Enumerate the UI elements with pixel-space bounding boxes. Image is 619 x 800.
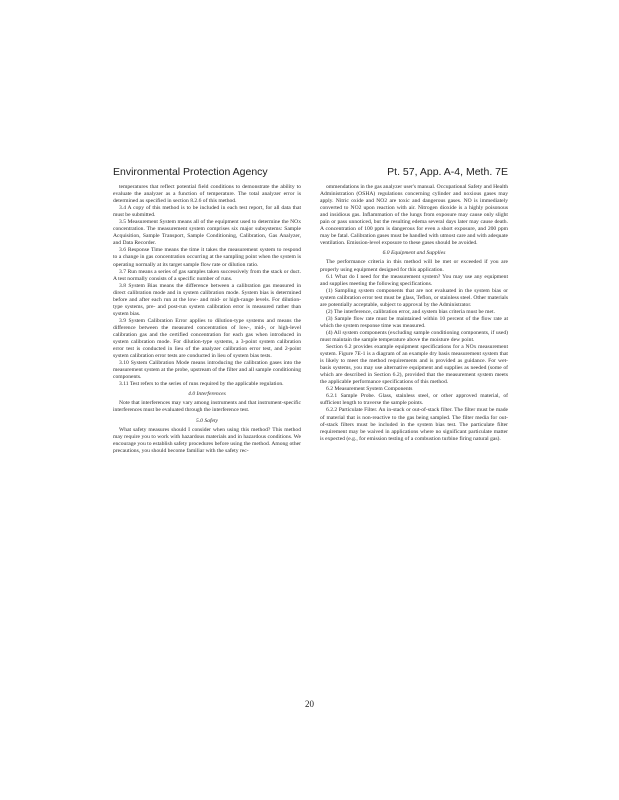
paragraph: 6.2.1 Sample Probe. Glass, stainless steel, or other approved material, of sufficient length to traverse the sample points. <box>320 393 508 407</box>
left-text-column <box>113 184 301 455</box>
page-number: 20 <box>305 699 314 709</box>
paragraph: 3.5 Measurement System means all of the equipment used to determine the NOx concentration. The measurement system comprises six major subsystems: Sample Acquisition, Sample Transport, Sample Conditioning, Calibration, Gas Analyzer, and Data Recorder. <box>113 219 301 247</box>
paragraph: (1) Sampling system components that are not evaluated in the system bias or system calibration error test must be glass, Teflon, or stainless steel. Other materials are potentially acceptable, subject to approval by the Administrator. <box>320 287 508 308</box>
running-header <box>113 166 508 182</box>
paragraph: 3.6 Response Time means the time it takes the measurement system to respond to a change in gas concentration occurring at the sampling point when the system is operating normally at its target sample flow rate or dilution ratio. <box>113 247 301 268</box>
paragraph: 6.2 Measurement System Components <box>326 386 413 393</box>
paragraph: 3.4 A copy of this method is to be included in each test report, for all data that must be submitted. <box>113 205 301 219</box>
paragraph: 3.10 System Calibration Mode means introducing the calibration gases into the measurement system at the probe, upstream of the filter and all sample conditioning components. <box>113 360 301 381</box>
header-agency: Environmental Protection Agency <box>113 166 268 178</box>
paragraph: 6.1 What do I need for the measurement system? You may use any equipment and supplies meeting the following specifications. <box>320 273 508 287</box>
paragraph: temperatures that reflect potential field conditions to demonstrate the ability to evaluate the analyzer as a function of temperature. The total analyzer error is determined as specified in section 8.2.6 of this method. <box>113 184 301 205</box>
paragraph: 3.9 System Calibration Error applies to dilution-type systems and means the difference between the measured concentration of low-, mid-, or high-level calibration gas and the certified concentration for each gas when introduced in system calibration mode. For dilution-type systems, a 3-point system calibration error test is conducted in lieu of the analyzer calibration error test, and 2-point system calibration error tests are conducted in lieu of system bias tests. <box>113 317 301 360</box>
paragraph: Section 6.2 provides example equipment specifications for a NOx measurement system. Figure 7E-1 is a diagram of an example dry basis measurement system that is likely to meet the method requirements and is provided as guidance. For wet-basis systems, you may use alternative equipment and supplies as needed (some of which are described in Section 6.2), provided that the measurement system meets the applicable performance specifications of this method. <box>320 344 508 386</box>
paragraph: 3.8 System Bias means the difference between a calibration gas measured in direct calibration mode and in system calibration mode. System bias is determined before and after each run at the low- and mid- or high-range levels. For dilution-type systems, pre- and post-run system calibration error is measured rather than system bias. <box>113 282 301 317</box>
paragraph: (3) Sample flow rate must be maintained within 10 percent of the flow rate at which the system response time was measured. <box>320 315 508 329</box>
paragraph: ommendations in the gas analyzer user's manual. Occupational Safety and Health Administration (OSHA) regulations concerning cylinder and noxious gases may apply. Nitric oxide and NO2 are toxic and dangerous gases. NO is immediately converted to NO2 upon reaction with air. Nitrogen dioxide is a highly poisonous and insidious gas. Inflammation of the lungs from exposure may cause only slight pain or pass unnoticed, but the resulting edema several days later may cause death. A concentration of 100 ppm is dangerous for even a short exposure, and 200 ppm may be fatal. Calibration gases must be handled with utmost care and with adequate ventilation. Emission-level exposure to these gases should be avoided. <box>320 184 508 247</box>
right-text-column <box>320 184 508 443</box>
paragraph: (4) All system components (excluding sample conditioning components, if used) must maintain the sample temperature above the moisture dew point. <box>320 329 508 343</box>
paragraph: Note that interferences may vary among instruments and that instrument-specific interferences must be evaluated through the interference test. <box>113 400 301 414</box>
section-heading: 6.0 Equipment and Supplies <box>382 250 446 257</box>
paragraph: The performance criteria in this method will be met or exceeded if you are properly using equipment designed for this application. <box>320 259 508 273</box>
section-heading: 4.0 Interferences <box>188 391 226 398</box>
header-citation: Pt. 57, App. A-4, Meth. 7E <box>387 166 508 178</box>
paragraph: 3.7 Run means a series of gas samples taken successively from the stack or duct. A test normally consists of a specific number of runs. <box>113 268 301 282</box>
paragraph: 3.11 Test refers to the series of runs required by the applicable regulation. <box>119 381 284 388</box>
paragraph: What safety measures should I consider when using this method? This method may require you to work with hazardous materials and in hazardous conditions. We encourage you to establish safety procedures before using the method. Among other precautions, you should become familiar with the safety rec- <box>113 426 301 454</box>
paragraph: (2) The interference, calibration error, and system bias criteria must be met. <box>326 308 495 315</box>
section-heading: 5.0 Safety <box>195 417 219 424</box>
paragraph: 6.2.2 Particulate Filter. An in-stack or out-of-stack filter. The filter must be made of material that is non-reactive to the gas being sampled. The filter media for out-of-stack filters must be included in the system bias test. The particulate filter requirement may be waived in applications where no significant particulate matter is expected (e.g., for emission testing of a combustion turbine firing natural gas). <box>320 407 508 442</box>
